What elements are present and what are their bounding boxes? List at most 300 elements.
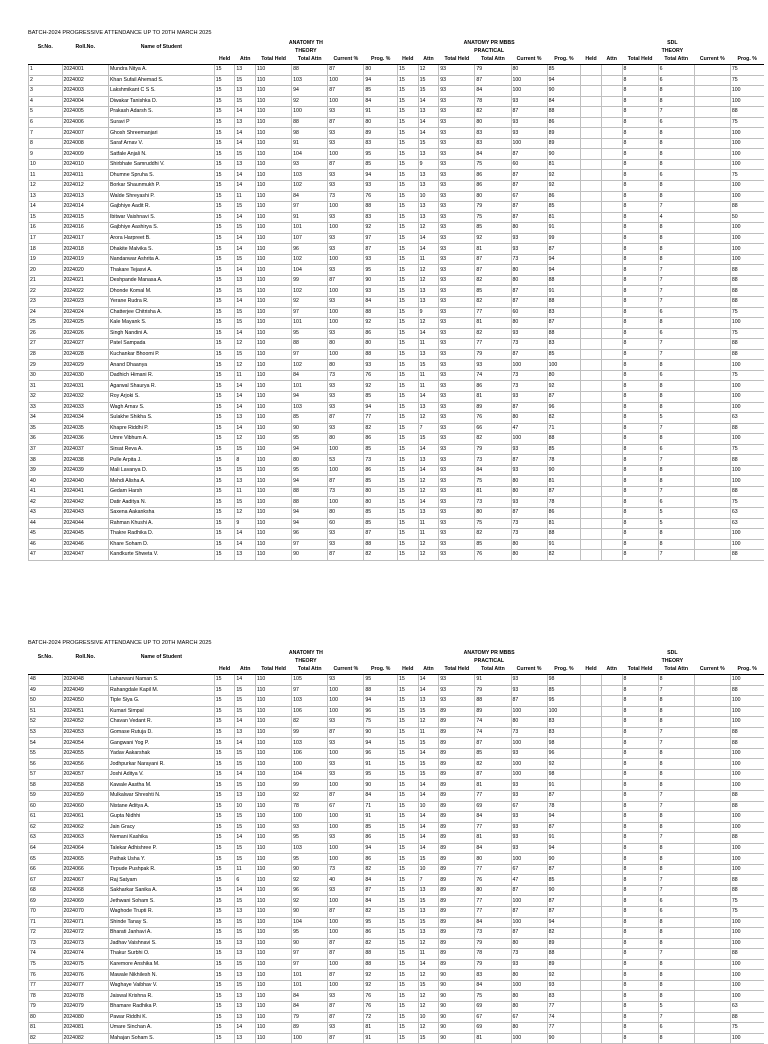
- table-cell: 110: [256, 191, 292, 202]
- table-cell: 2024028: [62, 349, 108, 360]
- table-cell: 110: [256, 391, 292, 402]
- table-cell: 87: [511, 202, 547, 213]
- table-cell: 87: [475, 738, 511, 749]
- student-name-cell: Dhumne Spruha S.: [108, 170, 214, 181]
- table-cell: 83: [475, 138, 511, 149]
- table-cell: 97: [292, 949, 328, 960]
- table-cell: 84: [547, 96, 581, 107]
- table-cell: 10: [235, 801, 256, 812]
- table-cell: 14: [418, 959, 439, 970]
- table-row: [29, 86, 765, 97]
- table-cell: 14: [235, 1023, 256, 1034]
- table-cell: 2024052: [62, 717, 108, 728]
- student-name-cell: Deshpande Manasa A.: [108, 275, 214, 286]
- table-cell: 13: [235, 413, 256, 424]
- table-cell: 15: [214, 128, 235, 139]
- table-cell: 12: [418, 938, 439, 949]
- table-cell: 84: [475, 86, 511, 97]
- table-cell: 95: [364, 149, 398, 160]
- table-cell: [694, 138, 730, 149]
- table-cell: 110: [256, 444, 292, 455]
- table-cell: 90: [292, 423, 328, 434]
- table-cell: 94: [364, 170, 398, 181]
- table-cell: 84: [475, 980, 511, 991]
- table-cell: 84: [292, 370, 328, 381]
- table-cell: [601, 223, 622, 234]
- table-cell: 15: [214, 381, 235, 392]
- table-cell: 15: [235, 917, 256, 928]
- table-cell: 8: [622, 843, 658, 854]
- table-cell: 15: [235, 497, 256, 508]
- table-cell: 7: [658, 550, 694, 561]
- table-cell: 93: [511, 233, 547, 244]
- table-cell: 84: [292, 191, 328, 202]
- table-cell: 93: [439, 539, 475, 550]
- table-cell: 15: [397, 675, 418, 686]
- table-cell: 8: [622, 738, 658, 749]
- table-cell: 2024077: [62, 980, 108, 991]
- table-cell: 110: [256, 286, 292, 297]
- table-cell: 110: [256, 959, 292, 970]
- table-cell: [601, 759, 622, 770]
- table-cell: 8: [622, 128, 658, 139]
- table-cell: 77: [475, 307, 511, 318]
- table-cell: 22: [29, 286, 63, 297]
- table-cell: 88: [730, 297, 764, 308]
- table-cell: 15: [235, 465, 256, 476]
- student-name-cell: Dadhich Himani R.: [108, 370, 214, 381]
- table-cell: 11: [235, 864, 256, 875]
- table-cell: 90: [439, 991, 475, 1002]
- table-cell: 76: [475, 550, 511, 561]
- table-cell: [581, 86, 602, 97]
- table-cell: 8: [658, 938, 694, 949]
- table-cell: 15: [235, 75, 256, 86]
- table-cell: 110: [256, 423, 292, 434]
- table-cell: 73: [328, 191, 364, 202]
- table-cell: 14: [235, 885, 256, 896]
- table-cell: 93: [439, 360, 475, 371]
- table-cell: 88: [364, 349, 398, 360]
- table-cell: 15: [214, 748, 235, 759]
- student-name-cell: Kawale Aastha M.: [108, 780, 214, 791]
- table-cell: 34: [29, 413, 63, 424]
- table-row: [29, 885, 765, 896]
- table-cell: 15: [214, 685, 235, 696]
- table-cell: 85: [364, 822, 398, 833]
- table-cell: 93: [364, 360, 398, 371]
- table-cell: 94: [547, 812, 581, 823]
- table-cell: 110: [256, 434, 292, 445]
- table-cell: 94: [292, 518, 328, 529]
- table-cell: 91: [364, 759, 398, 770]
- table-cell: 8: [622, 717, 658, 728]
- table-cell: 80: [511, 223, 547, 234]
- table-cell: 94: [292, 444, 328, 455]
- table-cell: 82: [364, 907, 398, 918]
- table-cell: 15: [235, 307, 256, 318]
- table-cell: 89: [439, 938, 475, 949]
- table-cell: 93: [439, 402, 475, 413]
- table-cell: 76: [475, 875, 511, 886]
- table-row: [29, 138, 765, 149]
- table-cell: 104: [292, 769, 328, 780]
- student-name-cell: Mawale Nikhilesh N.: [108, 970, 214, 981]
- table-cell: 8: [658, 159, 694, 170]
- col-total-held: Total Held: [439, 55, 475, 65]
- col-total-attn: Total Attn: [292, 55, 328, 65]
- table-cell: 15: [235, 822, 256, 833]
- table-cell: [581, 212, 602, 223]
- table-cell: 93: [364, 181, 398, 192]
- table-cell: 2024003: [62, 86, 108, 97]
- table-cell: [581, 949, 602, 960]
- table-cell: 8: [622, 275, 658, 286]
- table-cell: 91: [364, 107, 398, 118]
- table-cell: 87: [328, 791, 364, 802]
- table-cell: 85: [475, 748, 511, 759]
- table-cell: 91: [292, 212, 328, 223]
- table-cell: 103: [292, 738, 328, 749]
- table-cell: 15: [397, 128, 418, 139]
- table-cell: 7: [658, 738, 694, 749]
- table-cell: [581, 117, 602, 128]
- col-held: Held: [397, 665, 418, 675]
- table-cell: 8: [622, 149, 658, 160]
- table-cell: 95: [364, 265, 398, 276]
- group-title-anatomy-th: ANATOMY TH: [288, 650, 323, 657]
- table-cell: [581, 297, 602, 308]
- table-row: [29, 896, 765, 907]
- table-cell: 5: [658, 507, 694, 518]
- table-row: [29, 1012, 765, 1023]
- table-cell: 85: [547, 685, 581, 696]
- table-cell: 13: [418, 455, 439, 466]
- table-cell: [581, 149, 602, 160]
- table-row: [29, 254, 765, 265]
- table-cell: 13: [418, 696, 439, 707]
- table-cell: 100: [730, 812, 764, 823]
- table-cell: 15: [418, 360, 439, 371]
- table-cell: [601, 539, 622, 550]
- student-name-cell: Thakare Tejasvi A.: [108, 265, 214, 276]
- table-cell: 93: [328, 181, 364, 192]
- table-cell: 42: [29, 497, 63, 508]
- table-cell: 15: [214, 465, 235, 476]
- table-cell: [694, 391, 730, 402]
- table-cell: 14: [418, 328, 439, 339]
- table-cell: 100: [328, 843, 364, 854]
- table-cell: 100: [730, 244, 764, 255]
- table-cell: 93: [328, 170, 364, 181]
- table-cell: 15: [235, 444, 256, 455]
- table-cell: [581, 727, 602, 738]
- student-name-cell: Saxena Aakanksha: [108, 507, 214, 518]
- table-cell: 44: [29, 518, 63, 529]
- table-cell: 73: [475, 455, 511, 466]
- table-cell: 8: [622, 413, 658, 424]
- table-cell: [601, 938, 622, 949]
- table-cell: 15: [214, 991, 235, 1002]
- table-cell: 78: [475, 96, 511, 107]
- table-cell: 80: [511, 318, 547, 329]
- table-cell: 77: [364, 413, 398, 424]
- table-cell: 110: [256, 254, 292, 265]
- table-row: [29, 402, 765, 413]
- table-cell: 93: [439, 96, 475, 107]
- table-cell: [581, 202, 602, 213]
- table-cell: [694, 65, 730, 76]
- table-cell: 15: [397, 854, 418, 865]
- table-cell: 5: [658, 1001, 694, 1012]
- table-cell: 98: [547, 769, 581, 780]
- table-cell: 8: [622, 497, 658, 508]
- table-cell: 80: [475, 507, 511, 518]
- student-name-cell: Suravi P: [108, 117, 214, 128]
- table-cell: 8: [658, 539, 694, 550]
- table-cell: 2024040: [62, 476, 108, 487]
- table-cell: 12: [418, 1023, 439, 1034]
- table-cell: 93: [439, 117, 475, 128]
- table-cell: [601, 244, 622, 255]
- table-cell: 8: [622, 75, 658, 86]
- table-cell: 8: [622, 706, 658, 717]
- table-cell: 20: [29, 265, 63, 276]
- table-cell: 100: [730, 318, 764, 329]
- table-row: [29, 875, 765, 886]
- table-cell: 15: [214, 391, 235, 402]
- table-cell: [694, 518, 730, 529]
- table-cell: 110: [256, 275, 292, 286]
- table-row: [29, 991, 765, 1002]
- table-cell: 75: [730, 1023, 764, 1034]
- table-cell: 91: [364, 1033, 398, 1044]
- table-cell: [601, 980, 622, 991]
- table-cell: 93: [328, 759, 364, 770]
- table-cell: 81: [547, 476, 581, 487]
- table-cell: [601, 465, 622, 476]
- table-row: [29, 275, 765, 286]
- student-name-cell: Singh Nandini A.: [108, 328, 214, 339]
- table-cell: 6: [658, 1023, 694, 1034]
- table-cell: [694, 286, 730, 297]
- table-cell: 86: [547, 507, 581, 518]
- table-cell: 8: [622, 265, 658, 276]
- table-cell: 6: [658, 370, 694, 381]
- table-cell: 8: [658, 529, 694, 540]
- table-cell: 8: [658, 970, 694, 981]
- table-cell: 75: [730, 75, 764, 86]
- table-cell: 93: [328, 675, 364, 686]
- table-row: [29, 149, 765, 160]
- table-cell: 14: [235, 328, 256, 339]
- table-cell: 93: [547, 980, 581, 991]
- table-cell: 43: [29, 507, 63, 518]
- student-name-cell: Jethwani Soham S.: [108, 896, 214, 907]
- table-cell: [694, 801, 730, 812]
- table-cell: 15: [29, 212, 63, 223]
- sheet-title: BATCH-2024 PROGRESSIVE ATTENDANCE UP TO 20TH MARCH 2025: [28, 30, 212, 36]
- table-cell: 15: [214, 949, 235, 960]
- table-cell: 100: [730, 675, 764, 686]
- col-attn: Attn: [601, 665, 622, 675]
- table-cell: 99: [292, 727, 328, 738]
- table-cell: 2024011: [62, 170, 108, 181]
- table-cell: 87: [364, 885, 398, 896]
- table-cell: 94: [364, 696, 398, 707]
- table-cell: [601, 854, 622, 865]
- table-cell: 2024012: [62, 181, 108, 192]
- table-cell: 96: [364, 706, 398, 717]
- table-cell: 8: [622, 769, 658, 780]
- table-cell: 27: [29, 339, 63, 350]
- table-cell: 12: [418, 486, 439, 497]
- table-cell: [694, 685, 730, 696]
- table-cell: 15: [214, 822, 235, 833]
- table-cell: 85: [364, 444, 398, 455]
- table-cell: 88: [292, 65, 328, 76]
- table-cell: 8: [622, 991, 658, 1002]
- table-row: [29, 370, 765, 381]
- student-name-cell: Nemani Kashika: [108, 833, 214, 844]
- table-cell: [581, 318, 602, 329]
- table-cell: 92: [364, 970, 398, 981]
- table-cell: 15: [214, 812, 235, 823]
- table-cell: 14: [235, 539, 256, 550]
- table-cell: 15: [214, 938, 235, 949]
- table-cell: 15: [235, 812, 256, 823]
- table-cell: 80: [364, 497, 398, 508]
- table-cell: 97: [292, 349, 328, 360]
- table-cell: 9: [418, 159, 439, 170]
- table-cell: 15: [397, 286, 418, 297]
- table-cell: 8: [622, 370, 658, 381]
- sheet-title: BATCH-2024 PROGRESSIVE ATTENDANCE UP TO 20TH MARCH 2025: [28, 640, 212, 646]
- table-cell: 2024010: [62, 159, 108, 170]
- table-cell: [601, 970, 622, 981]
- table-cell: 15: [214, 455, 235, 466]
- table-cell: 2024035: [62, 423, 108, 434]
- table-cell: [694, 833, 730, 844]
- table-cell: 88: [547, 107, 581, 118]
- table-cell: [694, 297, 730, 308]
- table-cell: 110: [256, 801, 292, 812]
- table-cell: 94: [364, 738, 398, 749]
- table-cell: 110: [256, 1001, 292, 1012]
- table-cell: 93: [511, 812, 547, 823]
- attendance-table: [28, 650, 764, 1044]
- table-cell: 104: [292, 265, 328, 276]
- col-prog-pct: Prog. %: [547, 665, 581, 675]
- table-cell: 15: [214, 959, 235, 970]
- table-cell: 97: [292, 307, 328, 318]
- table-cell: 6: [658, 170, 694, 181]
- table-cell: [694, 117, 730, 128]
- table-cell: 2024037: [62, 444, 108, 455]
- table-cell: 15: [397, 370, 418, 381]
- table-cell: 15: [397, 149, 418, 160]
- table-cell: 110: [256, 738, 292, 749]
- student-name-cell: Borkar Shaunmukh P.: [108, 181, 214, 192]
- table-cell: 86: [364, 854, 398, 865]
- table-cell: 75: [475, 476, 511, 487]
- table-cell: 67: [511, 801, 547, 812]
- table-row: [29, 265, 765, 276]
- student-name-cell: Tirpude Pushpak R.: [108, 864, 214, 875]
- student-name-cell: Patel Sampada: [108, 339, 214, 350]
- table-cell: 83: [547, 307, 581, 318]
- table-cell: [694, 780, 730, 791]
- table-row: [29, 212, 765, 223]
- table-cell: [601, 128, 622, 139]
- table-cell: 100: [730, 233, 764, 244]
- student-name-cell: Karemore Anshika M.: [108, 959, 214, 970]
- table-cell: 93: [328, 244, 364, 255]
- table-row: [29, 413, 765, 424]
- table-cell: 93: [439, 244, 475, 255]
- table-cell: 14: [235, 244, 256, 255]
- table-cell: 93: [439, 181, 475, 192]
- table-row: [29, 202, 765, 213]
- table-cell: 2024043: [62, 507, 108, 518]
- table-cell: 11: [418, 381, 439, 392]
- table-cell: 15: [214, 244, 235, 255]
- table-cell: 100: [511, 360, 547, 371]
- table-row: [29, 727, 765, 738]
- student-name-cell: Chatterjee Chitrisha A.: [108, 307, 214, 318]
- table-cell: 15: [235, 696, 256, 707]
- table-cell: 97: [292, 959, 328, 970]
- table-cell: 6: [658, 75, 694, 86]
- table-cell: [601, 65, 622, 76]
- table-cell: 92: [475, 233, 511, 244]
- table-cell: [601, 265, 622, 276]
- table-cell: [694, 370, 730, 381]
- table-cell: 12: [418, 539, 439, 550]
- table-cell: 100: [730, 402, 764, 413]
- table-cell: 90: [439, 1033, 475, 1044]
- table-cell: 13: [235, 550, 256, 561]
- table-cell: 79: [292, 1012, 328, 1023]
- table-cell: 15: [397, 780, 418, 791]
- table-cell: 110: [256, 970, 292, 981]
- table-cell: 80: [29, 1012, 63, 1023]
- table-cell: 89: [439, 812, 475, 823]
- table-cell: 7: [658, 265, 694, 276]
- table-cell: 101: [292, 381, 328, 392]
- table-cell: 15: [397, 738, 418, 749]
- table-cell: [581, 675, 602, 686]
- table-cell: 6: [658, 65, 694, 76]
- table-cell: 73: [511, 518, 547, 529]
- table-cell: 2024007: [62, 128, 108, 139]
- group-subtitle-sdl: THEORY: [661, 47, 684, 54]
- table-cell: 7: [658, 685, 694, 696]
- table-cell: 21: [29, 275, 63, 286]
- table-cell: 15: [214, 191, 235, 202]
- table-cell: 15: [235, 685, 256, 696]
- table-cell: 78: [547, 801, 581, 812]
- table-cell: 15: [214, 780, 235, 791]
- table-cell: 110: [256, 413, 292, 424]
- col-total-attn: Total Attn: [475, 55, 511, 65]
- table-cell: [601, 959, 622, 970]
- table-cell: 110: [256, 980, 292, 991]
- table-cell: 40: [29, 476, 63, 487]
- table-cell: 93: [511, 328, 547, 339]
- table-cell: 73: [511, 370, 547, 381]
- table-cell: 15: [418, 86, 439, 97]
